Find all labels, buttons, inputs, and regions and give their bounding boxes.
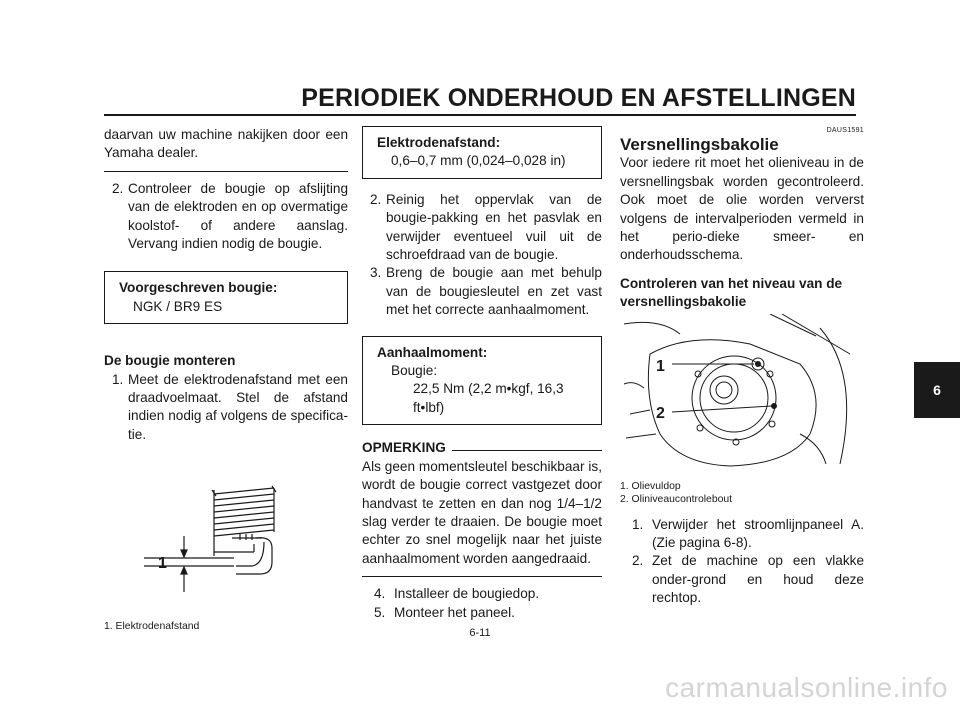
note-rule: [452, 450, 602, 451]
spec-sub-label: Bougie:: [391, 363, 438, 379]
divider: [362, 576, 602, 577]
figure-caption: 1. Elektrodenafstand: [104, 621, 200, 633]
spec-value: NGK / BR9 ES: [133, 298, 223, 314]
watermark: carmanualsonline.info: [665, 672, 948, 703]
list-item: [620, 516, 864, 553]
page-number: 6-11: [469, 627, 491, 639]
column-left: [104, 126, 348, 633]
document-code: DAUS1591: [826, 127, 864, 134]
figure-callout-1: 1: [158, 555, 167, 573]
note-heading: OPMERKING: [362, 440, 446, 456]
list-item: [104, 371, 348, 445]
note-heading-row: [362, 439, 602, 457]
step-number: 1.: [112, 371, 124, 387]
list-item: [104, 180, 348, 254]
intro-paragraph: daarvan uw machine nakijken door een Yamaha dealer.: [104, 127, 348, 161]
column-right: [620, 126, 864, 608]
spec-label: Elektrodenafstand:: [377, 135, 501, 150]
step-text: Controleer de bougie op afslijting van de elektroden en op overmatige koolstof- of andere aanslag. Vervang indien nodig de bougie.: [128, 180, 348, 252]
step-number: 2.: [632, 553, 644, 569]
section-title: Versnellingsbakolie: [620, 135, 779, 154]
list-item: [362, 604, 602, 622]
list-item: [362, 585, 602, 603]
step-text: Breng de bougie aan met behulp van de bougiesleutel en zet vast met het correcte aanhaalmoment.: [386, 265, 602, 318]
step-number: 2.: [112, 180, 124, 196]
spec-label: Voorgeschreven bougie:: [119, 280, 278, 296]
step-number: 2.: [370, 191, 382, 207]
page-header-title: PERIODIEK ONDERHOUD EN AFSTELLINGEN: [301, 84, 856, 112]
figure-callout-1: 1: [656, 357, 665, 375]
step-text: Meet de elektrodenafstand met een draadvoelmaat. Stel de afstand indien nodig af volgens de specifica-tie.: [128, 371, 348, 442]
list-item: [362, 264, 602, 319]
figure-callout-2: 2: [656, 404, 665, 422]
step-list: [104, 180, 348, 254]
intro-paragraph: Voor iedere rit moet het olieniveau in de versnellingsbak worden gecontroleerd. Ook moet de olie worden ververst volgens de intervalperioden vermeld in het perio-dieke smeer- en onderhoudsschema.: [620, 155, 864, 263]
step-text: Verwijder het stroomlijnpaneel A. (Zie pagina 6-8).: [652, 516, 864, 551]
step-list: [362, 191, 602, 320]
spark-plug-gap-figure: [104, 466, 348, 616]
list-item: [362, 191, 602, 265]
column-middle: [362, 126, 602, 622]
figure-caption: 2. Oliniveaucontrolebout: [620, 493, 733, 505]
torque-spec-box: [362, 336, 602, 426]
step-text: Reinig het oppervlak van de bougie-pakking en het pasvlak en verwijder eventueel vuil uit de schroefdraad van de bougie.: [386, 191, 602, 263]
step-number: 1.: [632, 516, 644, 532]
spec-value: 0,6–0,7 mm (0,024–0,028 in): [391, 153, 566, 169]
step-list: [104, 371, 348, 445]
section-heading: De bougie monteren: [104, 353, 236, 369]
note-text: Als geen momentsleutel beschikbaar is, wordt de bougie correct vastgezet door handvast te zetten en dan nog 1/4–1/2 slag verder te draaien. De bougie moet echter zo snel mogelijk naar het juiste aanhaalmoment worden aangedraaid.: [362, 458, 602, 566]
spark-plug-spec-box: [104, 271, 348, 324]
step-text: Monteer het paneel.: [394, 604, 515, 620]
step-text: Zet de machine op een vlakke onder-grond en houd deze rechtop.: [652, 553, 864, 606]
step-number: 3.: [370, 265, 382, 281]
divider: [104, 171, 348, 172]
list-item: [620, 552, 864, 607]
header-rule: [104, 114, 856, 116]
transmission-oil-figure: [620, 314, 864, 476]
figure-caption: 1. Olievuldop: [620, 480, 681, 492]
spec-label: Aanhaalmoment:: [377, 344, 488, 360]
step-list: [620, 516, 864, 608]
chapter-tab[interactable]: 6: [914, 362, 960, 418]
step-number: 4.: [374, 586, 386, 602]
step-number: 5.: [374, 604, 386, 620]
step-list: [362, 585, 602, 622]
spec-value: 22,5 Nm (2,2 m•kgf, 16,3 ft•lbf): [413, 381, 564, 415]
electrode-gap-spec-box: [362, 126, 602, 179]
sub-heading: Controleren van het niveau van de versnellingsbakolie: [620, 275, 843, 310]
step-text: Installeer de bougiedop.: [394, 586, 540, 602]
